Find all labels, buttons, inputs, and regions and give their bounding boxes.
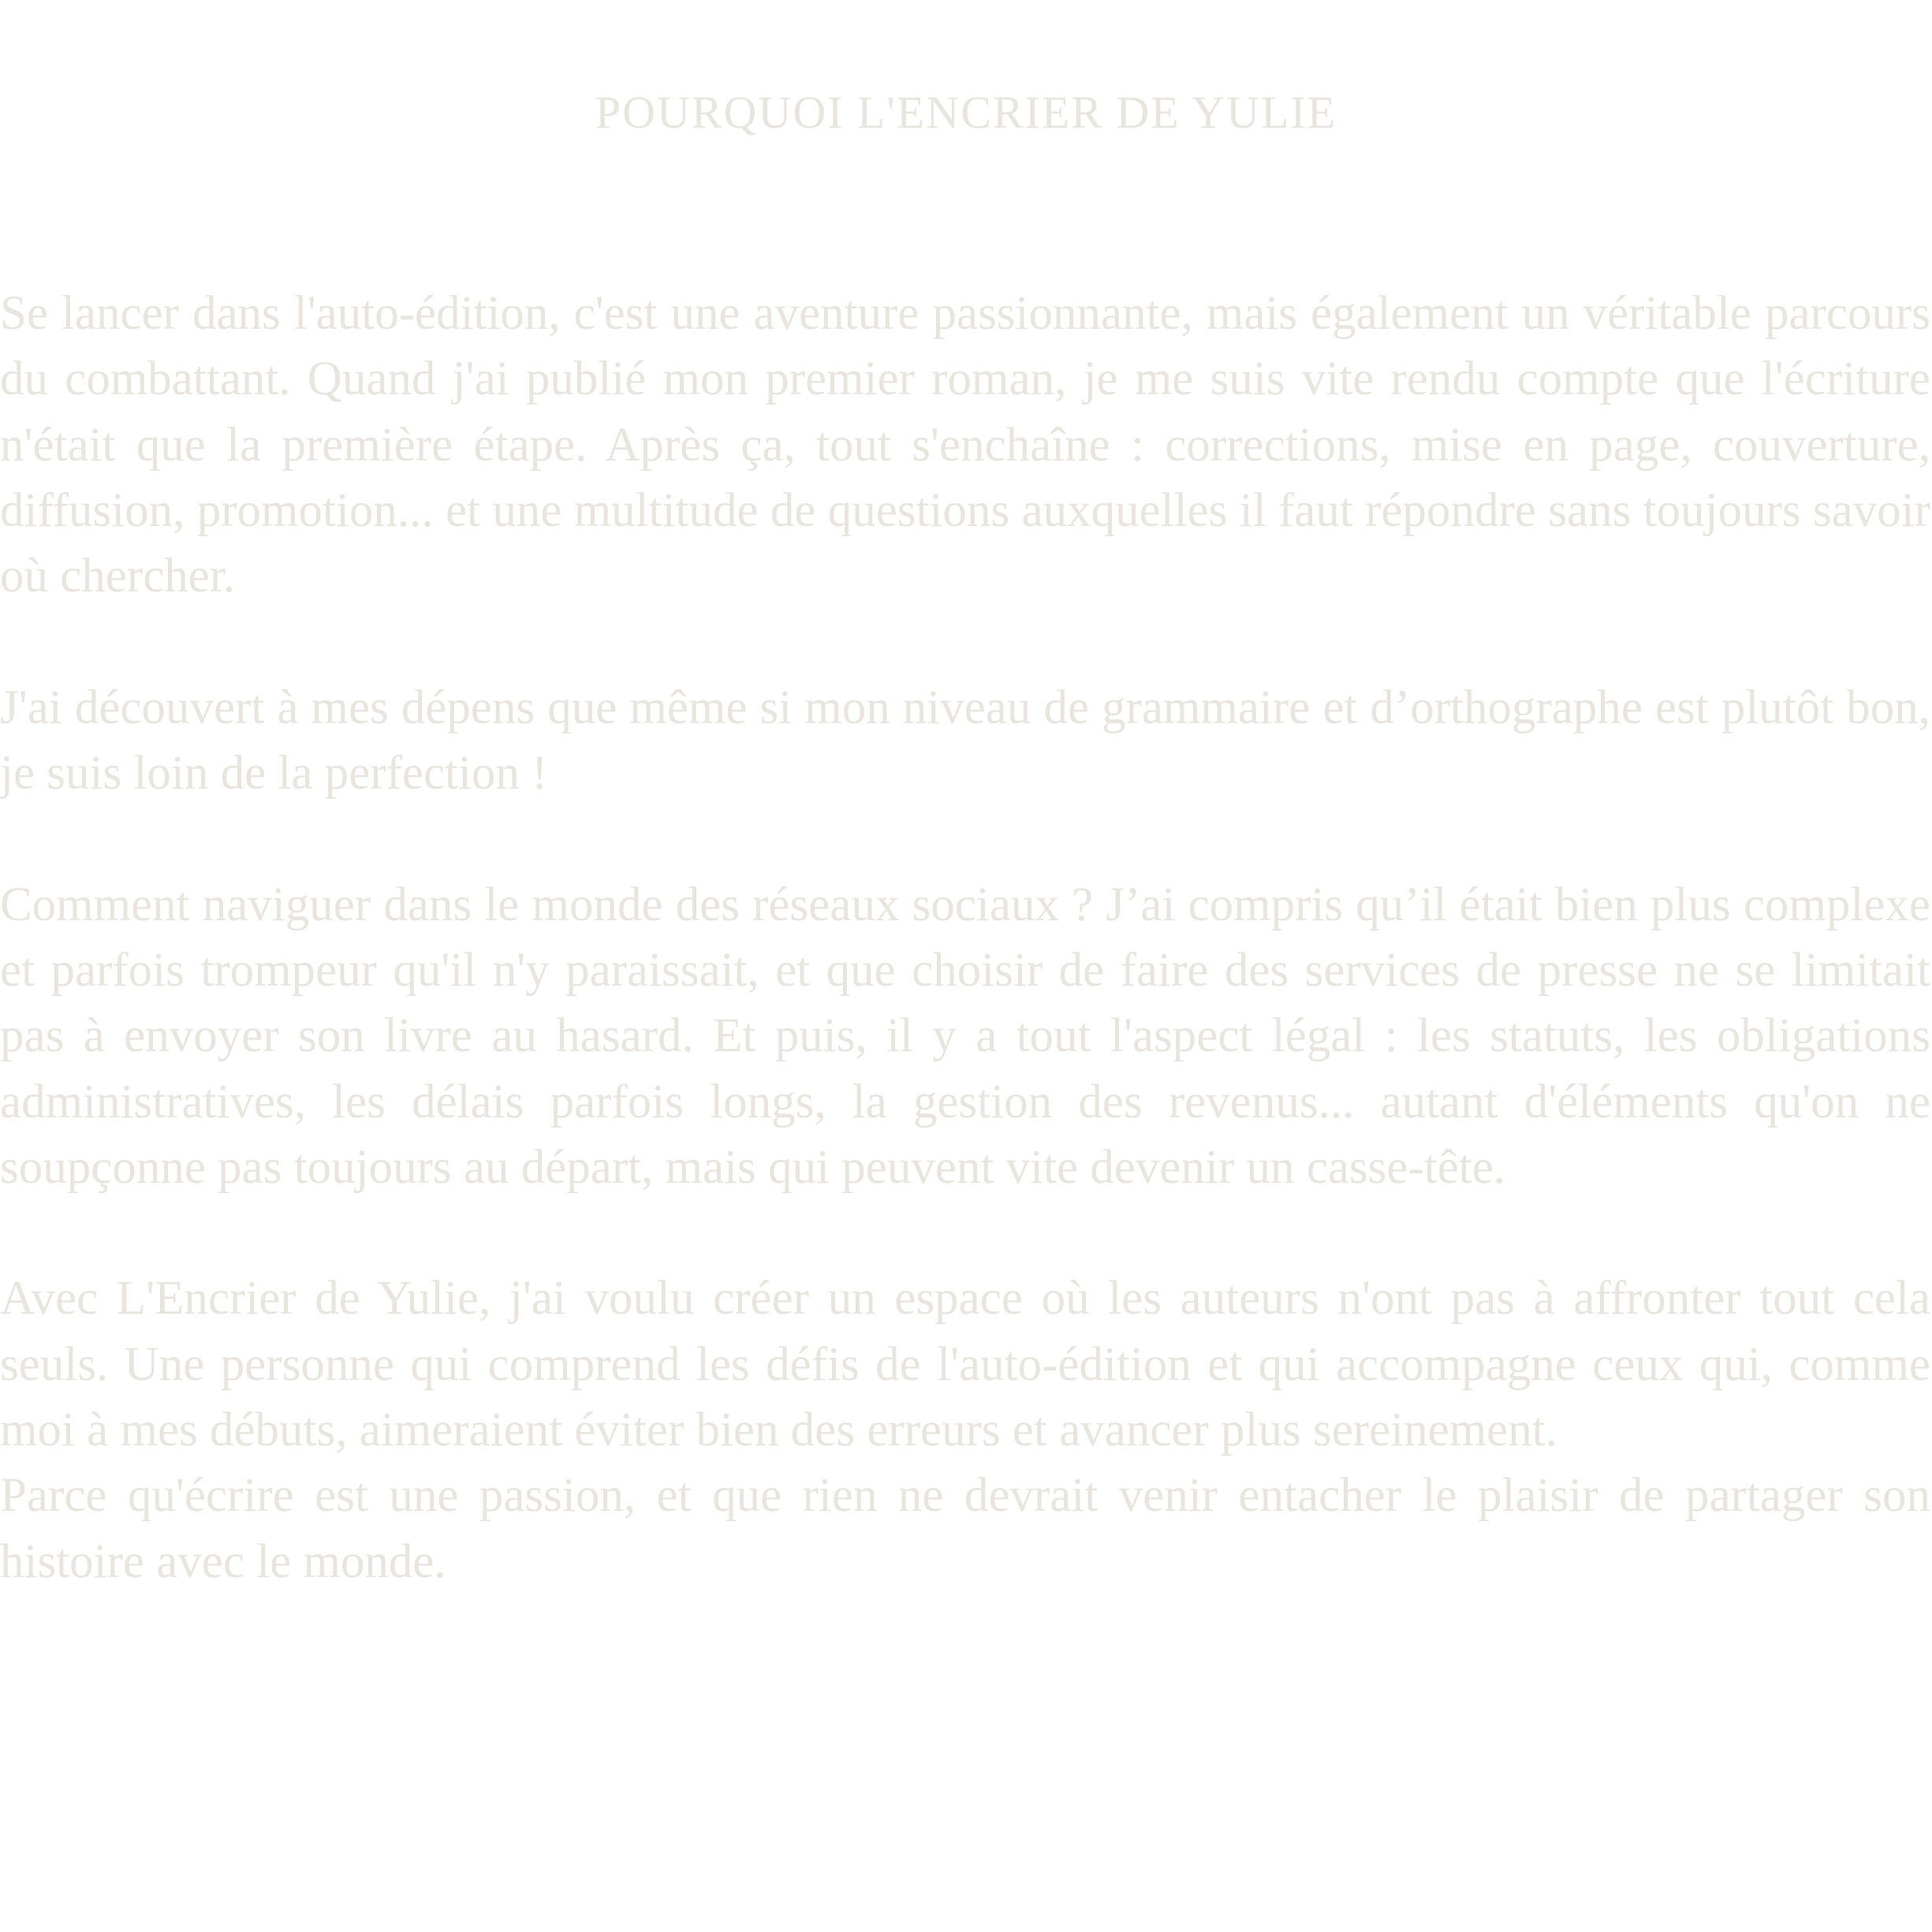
paragraph-mission: Avec L'Encrier de Yulie, j'ai voulu créer un espace où les auteurs n'ont pas à affronter tout cela seuls. Une personne qui comprend les défis de l'auto-édition et qui accompagne ceux qui, comme moi à mes débuts, aimeraient éviter bien des erreurs et avancer plus sereinement.	[0, 1272, 1930, 1457]
paragraph-spacer	[0, 609, 1930, 674]
paragraph-spacer	[0, 1200, 1930, 1266]
page-title: POURQUOI L'ENCRIER DE YULIE	[595, 87, 1337, 138]
paragraph-closing: Parce qu'écrire est une passion, et que rien ne devrait venir entacher le plaisir de partager son histoire avec le monde.	[0, 1469, 1930, 1588]
paragraph-intro: Se lancer dans l'auto-édition, c'est une aventure passionnante, mais également un véritable parcours du combattant. Quand j'ai publié mon premier roman, je me suis vite rendu compte que l'écriture n'était que la première étape. Après ça, tout s'enchaîne : corrections, mise en page, couverture, diffusion, promotion... et une multitude de questions auxquelles il faut répondre sans toujours savoir où chercher.	[0, 287, 1930, 603]
paragraph-social-media: Comment naviguer dans le monde des réseaux sociaux ? J’ai compris qu’il était bien plus complexe et parfois trompeur qu'il n'y paraissait, et que choisir de faire des services de presse ne se limitait pas à envoyer son livre au hasard. Et puis, il y a tout l'aspect légal : les statuts, les obligations administratives, les délais parfois longs, la gestion des revenus... autant d'éléments qu'on ne soupçonne pas toujours au départ, mais qui peuvent vite devenir un casse-tête.	[0, 878, 1930, 1194]
paragraph-grammar: J'ai découvert à mes dépens que même si mon niveau de grammaire et d’orthographe est plutôt bon, je suis loin de la perfection !	[0, 681, 1930, 800]
body-text	[0, 281, 1930, 1594]
paragraph-spacer	[0, 806, 1930, 871]
